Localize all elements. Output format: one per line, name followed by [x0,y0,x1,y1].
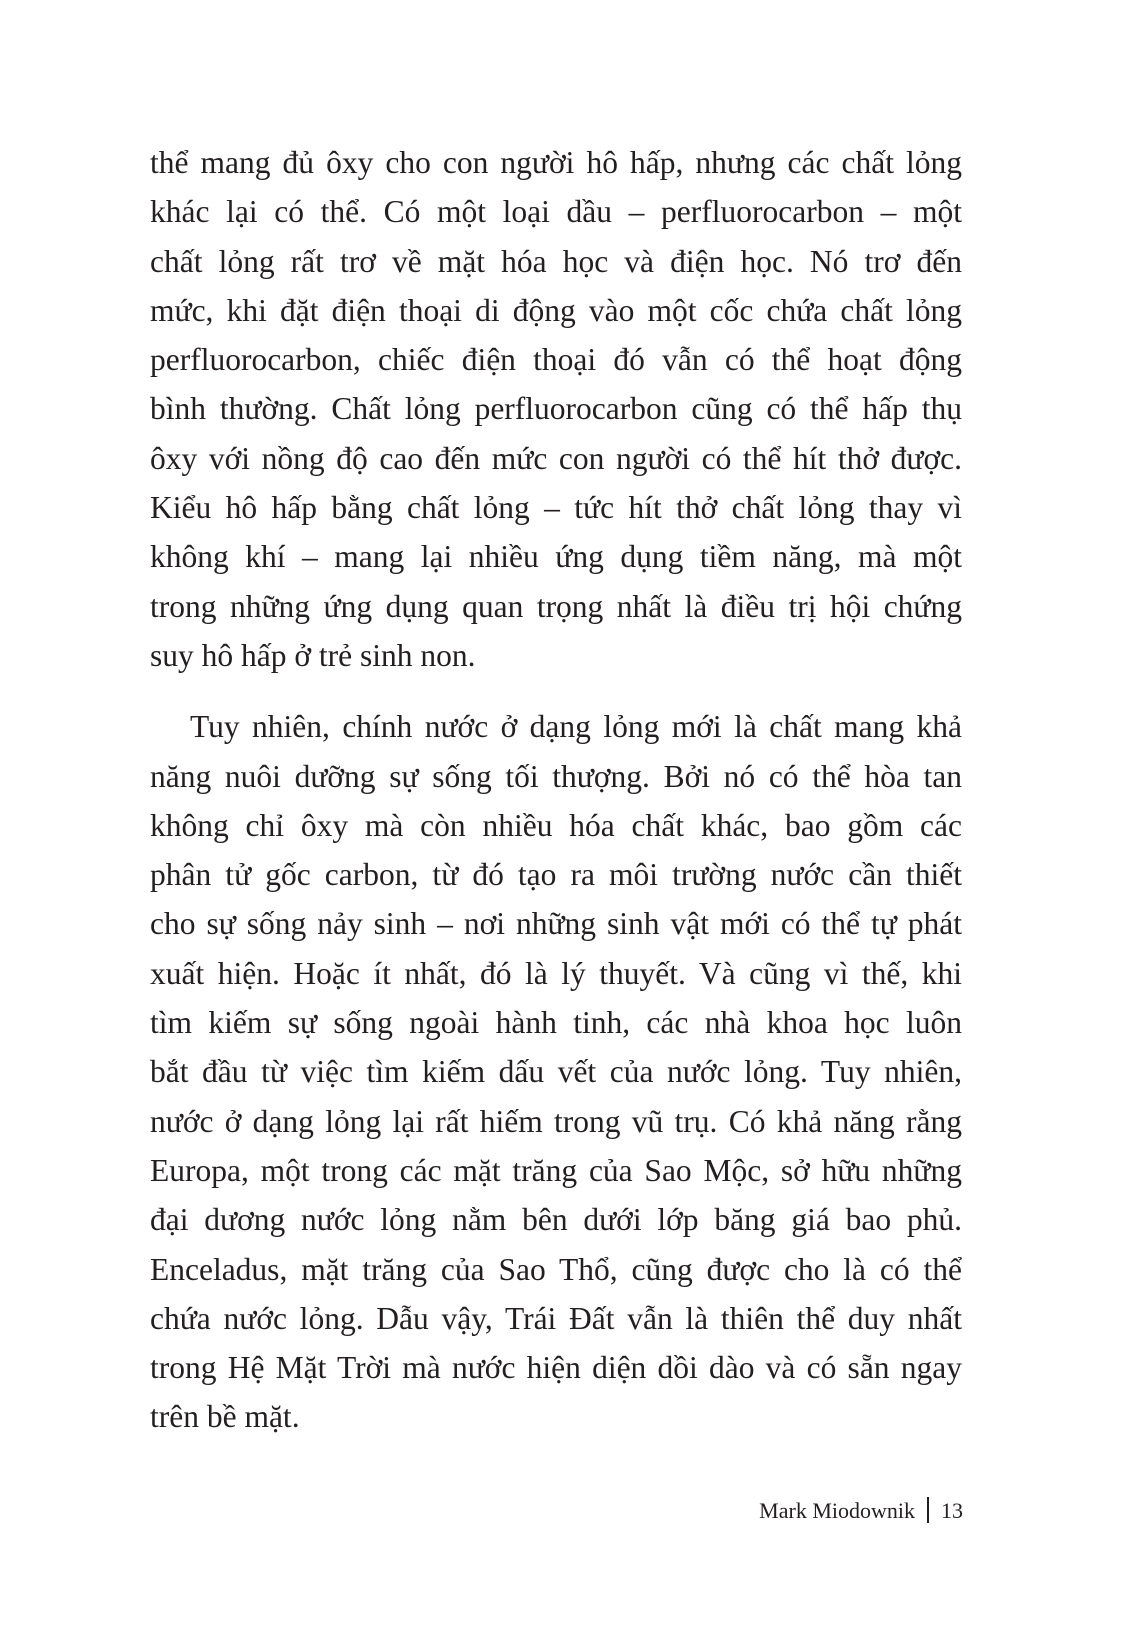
text-line: khác lại có thể. Có một loại dầu – perfluorocarbon – một [150,194,962,230]
text-line: xuất hiện. Hoặc ít nhất, đó là lý thuyết. Và cũng vì thế, khi [150,955,962,991]
text-line: phân tử gốc carbon, từ đó tạo ra môi trường nước cần thiết [150,857,962,893]
text-line: suy hô hấp ở trẻ sinh non. [150,637,476,673]
text-line: ôxy với nồng độ cao đến mức con người có thể hít thở được. [150,440,962,476]
text-line: Kiểu hô hấp bằng chất lỏng – tức hít thở chất lỏng thay vì [150,490,962,526]
text-line: tìm kiếm sự sống ngoài hành tinh, các nhà khoa học luôn [150,1005,962,1041]
text-line: không chỉ ôxy mà còn nhiều hóa chất khác, bao gồm các [150,807,962,843]
paragraph-gap [150,680,962,702]
text-line: bắt đầu từ việc tìm kiếm dấu vết của nước lỏng. Tuy nhiên, [150,1054,962,1090]
text-line: perfluorocarbon, chiếc điện thoại đó vẫn có thể hoạt động [150,342,962,378]
text-line: Tuy nhiên, chính nước ở dạng lỏng mới là chất mang khả [190,709,962,745]
page-number: 13 [941,1498,963,1523]
text-line: trong những ứng dụng quan trọng nhất là điều trị hội chứng [150,588,962,624]
text-line: cho sự sống nảy sinh – nơi những sinh vật mới có thể tự phát [150,906,962,942]
running-footer-author: Mark Miodownik [759,1498,915,1523]
text-line: chất lỏng rất trơ về mặt hóa học và điện học. Nó trơ đến [150,243,962,279]
text-line: Europa, một trong các mặt trăng của Sao Mộc, sở hữu những [150,1152,962,1188]
text-line: bình thường. Chất lỏng perfluorocarbon cũng có thể hấp thụ [150,391,962,427]
text-line: Enceladus, mặt trăng của Sao Thổ, cũng được cho là có thể [150,1251,962,1287]
body-text [150,138,962,1442]
text-line: năng nuôi dưỡng sự sống tối thượng. Bởi nó có thể hòa tan [150,758,962,794]
paragraph-2 [150,702,962,1441]
text-line: thể mang đủ ôxy cho con người hô hấp, nhưng các chất lỏng [150,145,962,180]
text-line: trong Hệ Mặt Trời mà nước hiện diện dồi dào và có sẵn ngay [150,1350,962,1386]
text-line: nước ở dạng lỏng lại rất hiếm trong vũ trụ. Có khả năng rằng [150,1103,962,1139]
text-line: không khí – mang lại nhiều ứng dụng tiềm năng, mà một [150,539,962,575]
text-line: chứa nước lỏng. Dẫu vậy, Trái Đất vẫn là thiên thể duy nhất [150,1300,962,1336]
page-footer [759,1497,963,1525]
footer-divider [927,1497,929,1523]
paragraph-1 [150,138,962,680]
text-line: đại dương nước lỏng nằm bên dưới lớp băng giá bao phủ. [150,1202,962,1238]
text-line: trên bề mặt. [150,1399,300,1435]
text-line: mức, khi đặt điện thoại di động vào một cốc chứa chất lỏng [150,292,962,328]
